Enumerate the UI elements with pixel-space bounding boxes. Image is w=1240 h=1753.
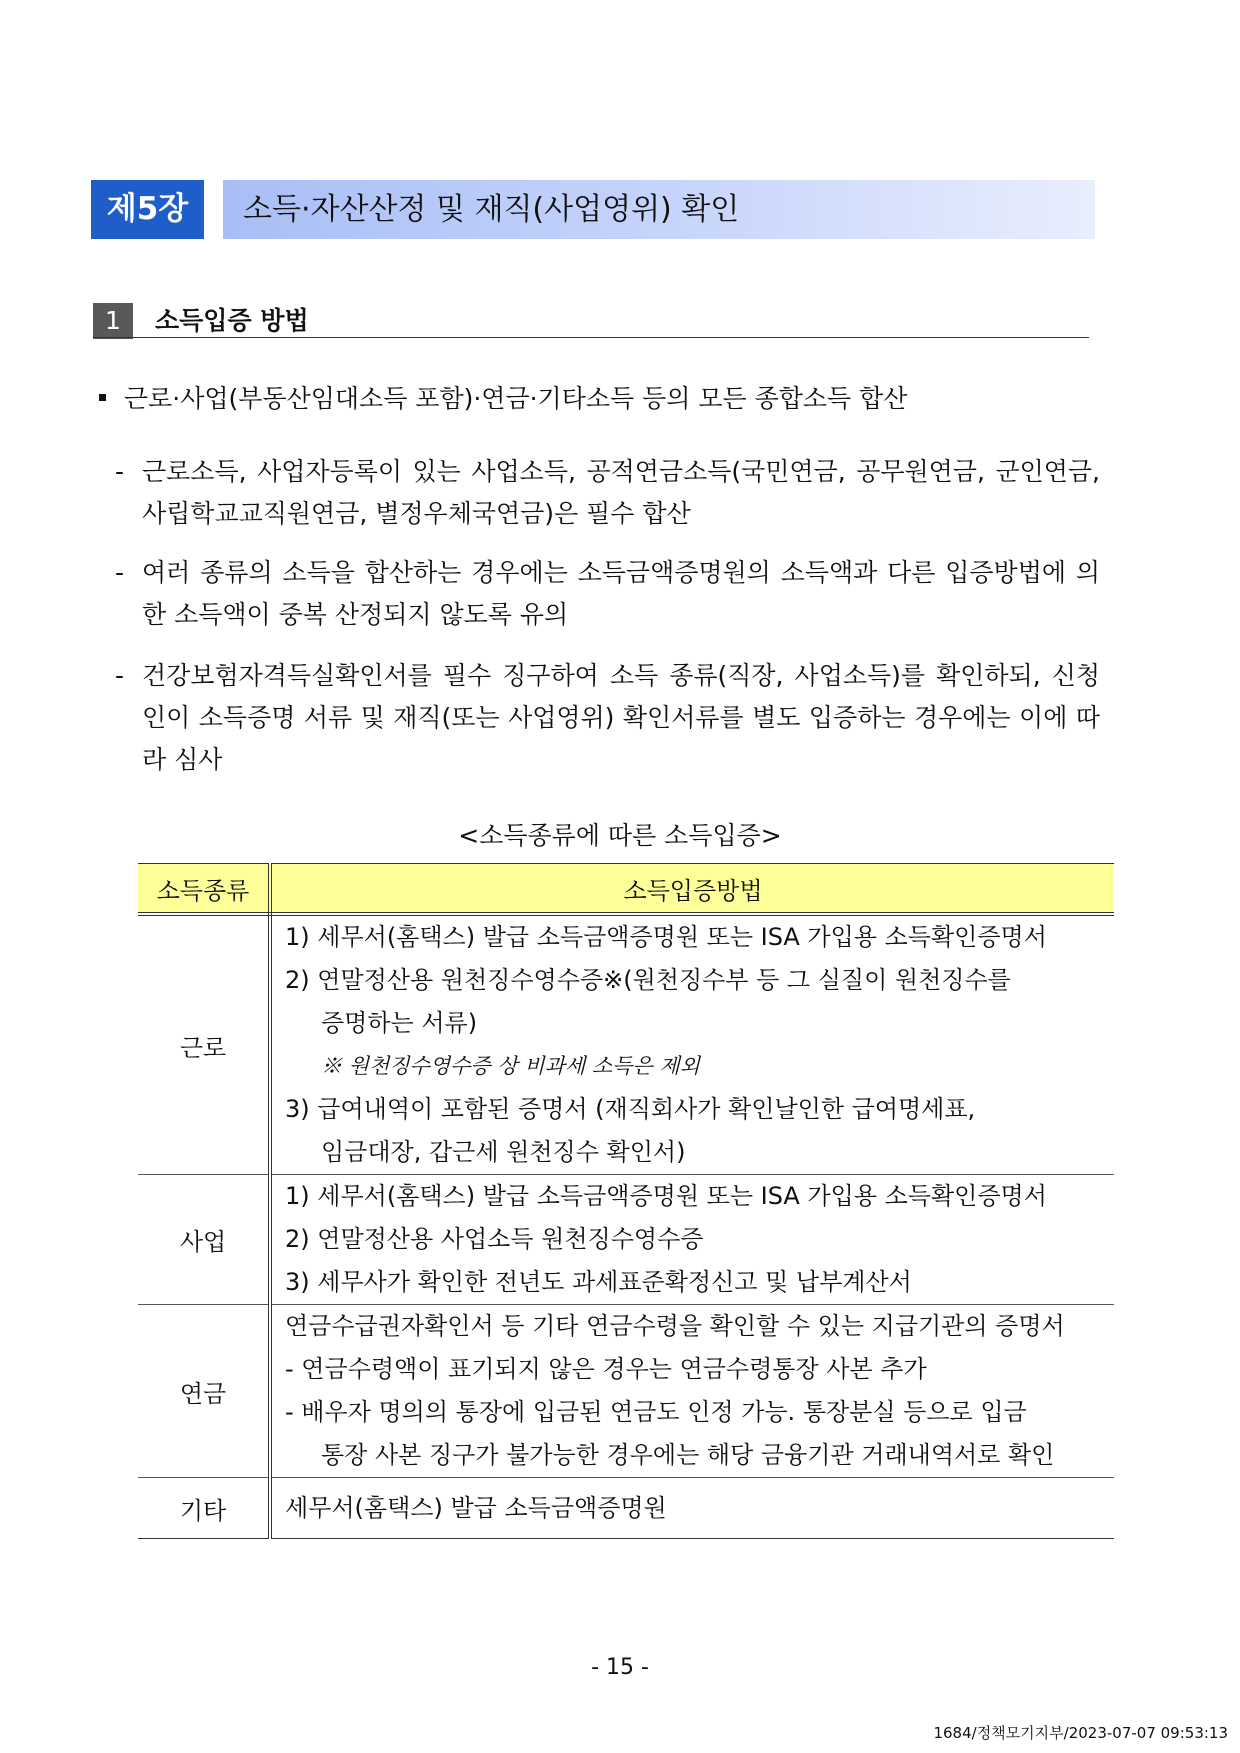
method-note: ※ 원천징수영수증 상 비과세 소득은 제외 <box>321 1054 700 1078</box>
method-line: 2) 연말정산용 사업소득 원천징수영수증 <box>285 1225 704 1253</box>
income-type-cell: 연금 <box>138 1305 270 1478</box>
table-header-row <box>138 864 1114 915</box>
dash-item-text: 여러 종류의 소득을 합산하는 경우에는 소득금액증명원의 소득액과 다른 입증방법에 의한 소득액이 중복 산정되지 않도록 유의 <box>142 558 1100 629</box>
method-line: 연금수급권자확인서 등 기타 연금수령을 확인할 수 있는 지급기관의 증명서 <box>285 1312 1065 1340</box>
dash-mark: - <box>115 661 125 690</box>
section-title: 소득입증 방법 <box>155 306 309 335</box>
proof-method-cell <box>270 1305 1114 1478</box>
method-line: 임금대장, 갑근세 원천징수 확인서) <box>321 1138 686 1166</box>
page-number: - 15 - <box>591 1655 649 1680</box>
section-underline <box>93 337 1089 338</box>
method-line: 증명하는 서류) <box>321 1009 478 1037</box>
method-line: 3) 급여내역이 포함된 증명서 (재직회사가 확인날인한 급여명세표, <box>285 1095 976 1123</box>
dash-item-text: 근로소득, 사업자등록이 있는 사업소득, 공적연금소득(국민연금, 공무원연금, 군인연금, 사립학교교직원연금, 별정우체국연금)은 필수 합산 <box>142 457 1100 528</box>
header-income-type: 소득종류 <box>138 864 270 915</box>
main-bullet-text: 근로·사업(부동산임대소득 포함)·연금·기타소득 등의 모든 종합소득 합산 <box>124 384 908 413</box>
table-row <box>138 1305 1114 1478</box>
table-row <box>138 914 1114 1175</box>
square-bullet-icon <box>99 394 106 401</box>
dash-item <box>115 451 1100 535</box>
header-proof-method: 소득입증방법 <box>270 864 1114 915</box>
dash-mark: - <box>115 558 125 587</box>
main-bullet <box>99 378 907 420</box>
dash-item-text: 건강보험자격득실확인서를 필수 징구하여 소득 종류(직장, 사업소득)를 확인하되, 신청인이 소득증명 서류 및 재직(또는 사업영위) 확인서류를 별도 입증하는 경우에는 이에 따라 심사 <box>142 661 1100 774</box>
chapter-title: 소득·자산산정 및 재직(사업영위) 확인 <box>223 180 1095 239</box>
income-type-cell: 기타 <box>138 1478 270 1539</box>
dash-item <box>115 552 1100 636</box>
section-number: 1 <box>93 303 133 339</box>
method-line: - 연금수령액이 표기되지 않은 경우는 연금수령통장 사본 추가 <box>285 1355 927 1383</box>
chapter-badge: 제5장 <box>91 180 204 239</box>
dash-mark: - <box>115 457 125 486</box>
method-line: 1) 세무서(홈택스) 발급 소득금액증명원 또는 ISA 가입용 소득확인증명서 <box>285 1182 1047 1210</box>
table-row <box>138 1478 1114 1539</box>
table-caption: <소득종류에 따른 소득입증> <box>458 821 782 850</box>
income-type-cell: 근로 <box>138 914 270 1175</box>
footer-stamp: 1684/정책모기지부/2023-07-07 09:53:13 <box>933 1724 1228 1742</box>
method-line: 3) 세무사가 확인한 전년도 과세표준확정신고 및 납부계산서 <box>285 1268 912 1296</box>
income-type-cell: 사업 <box>138 1175 270 1305</box>
proof-method-cell <box>270 914 1114 1175</box>
income-proof-table <box>138 863 1114 1539</box>
dash-item <box>115 655 1100 781</box>
method-line: 통장 사본 징구가 불가능한 경우에는 해당 금융기관 거래내역서로 확인 <box>321 1441 1055 1469</box>
method-line: 2) 연말정산용 원천징수영수증※(원천징수부 등 그 실질이 원천징수를 <box>285 966 1011 994</box>
proof-method-cell <box>270 1175 1114 1305</box>
table-row <box>138 1175 1114 1305</box>
method-line: 1) 세무서(홈택스) 발급 소득금액증명원 또는 ISA 가입용 소득확인증명서 <box>285 923 1047 951</box>
method-line: 세무서(홈택스) 발급 소득금액증명원 <box>285 1493 667 1522</box>
proof-method-cell <box>270 1478 1114 1539</box>
method-line: - 배우자 명의의 통장에 입금된 연금도 인정 가능. 통장분실 등으로 입금 <box>285 1398 1027 1426</box>
